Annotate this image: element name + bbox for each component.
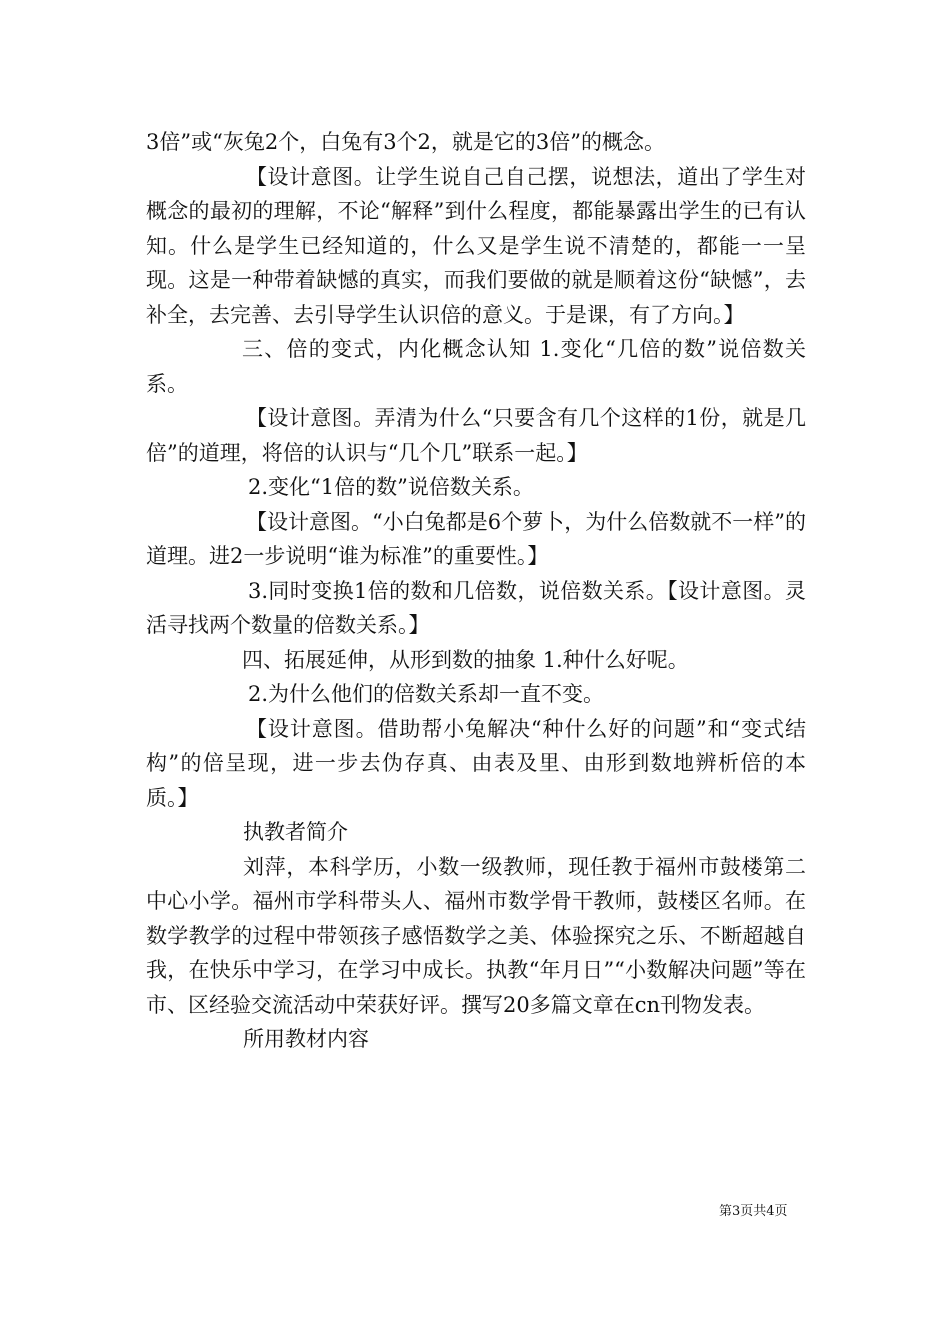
sub-item-paragraph: 2.为什么他们的倍数关系却一直不变。 <box>248 682 605 706</box>
sub-item-paragraph: 2.变化“1倍的数”说倍数关系。 <box>248 475 534 499</box>
section-four-heading: 四、拓展延伸，从形到数的抽象 1.种什么好呢。 <box>242 647 689 672</box>
design-intent-paragraph: 【设计意图。弄清为什么“只要含有几个这样的1份，就是几倍”的道理，将倍的认识与“几个几”联系一起。】 <box>146 406 806 465</box>
materials-heading: 所用教材内容 <box>243 1027 369 1051</box>
design-intent-paragraph: 【设计意图。让学生说自己自己摆，说想法，道出了学生对概念的最初的理解，不论“解释”到什么程度，都能暴露出学生的已有认知。什么是学生已经知道的，什么又是学生说不清楚的，都能一一呈现。这是一种带着缺憾的真实，而我们要做的就是顺着这份“缺憾”，去补全，去完善、去引导学生认识倍的意义。于是课，有了方向。】 <box>146 164 806 327</box>
page-number-footer: 第3页共4页 <box>719 1204 788 1219</box>
teacher-intro-heading: 执教者简介 <box>243 820 348 844</box>
section-three-heading: 三、倍的变式，内化概念认知 1.变化“几倍的数”说倍数关系。 <box>146 337 806 396</box>
design-intent-paragraph: 【设计意图。借助帮小兔解决“种什么好的问题”和“变式结构”的倍呈现，进一步去伪存真、由表及里、由形到数地辨析倍的本质。】 <box>146 716 806 810</box>
design-intent-paragraph: 【设计意图。“小白兔都是6个萝卜，为什么倍数就不一样”的道理。进2一步说明“谁为标准”的重要性。】 <box>146 509 806 568</box>
teacher-intro-paragraph: 刘萍，本科学历，小数一级教师，现任教于福州市鼓楼第二中心小学。福州市学科带头人、福州市数学骨干教师，鼓楼区名师。在数学教学的过程中带领孩子感悟数学之美、体验探究之乐、不断超越自我，在快乐中学习，在学习中成长。执教“年月日”“小数解决问题”等在市、区经验交流活动中荣获好评。撰写20多篇文章在cn刊物发表。 <box>146 854 806 1017</box>
sub-item-paragraph: 3.同时变换1倍的数和几倍数，说倍数关系。【设计意图。灵活寻找两个数量的倍数关系。】 <box>146 578 806 637</box>
document-body <box>146 125 806 1057</box>
paragraph-continuation: 3倍”或“灰兔2个，白兔有3个2，就是它的3倍”的概念。 <box>146 130 666 154</box>
